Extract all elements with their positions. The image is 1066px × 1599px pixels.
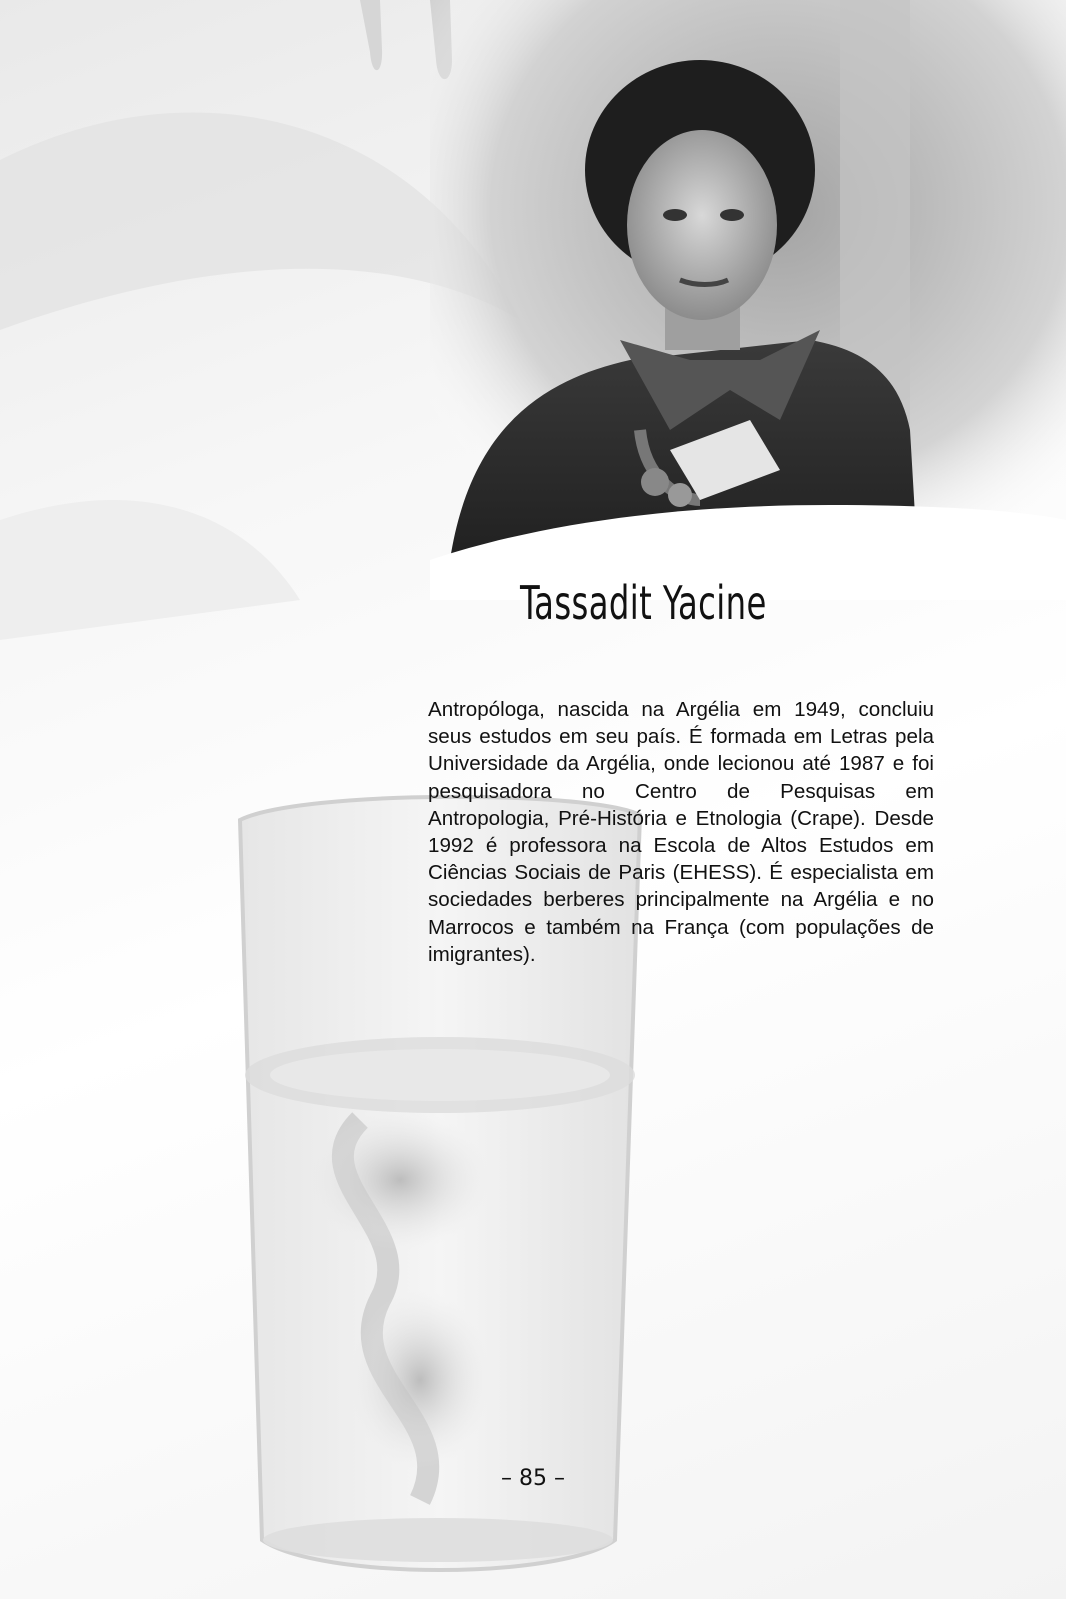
bio-paragraph: Antropóloga, nascida na Argélia em 1949, concluiu seus estudos em seu país. É formada em Letras pela Universidade da Argélia, onde lecionou até 1987 e foi pesquisadora no Centro de Pesquisas em Antropologia, Pré-História e Etnologia (Crape). Desde 1992 é professora na Escola de Altos Estudos em Ciências Sociais de Paris (EHESS). É especialista em sociedades berberes principalmente na Argélia e no Marrocos e também na França (com populações de imigrantes). <box>428 698 934 966</box>
person-name: Tassadit Yacine <box>520 576 767 630</box>
page-number: – 85 – <box>501 1466 565 1491</box>
portrait-photo <box>430 0 1066 600</box>
